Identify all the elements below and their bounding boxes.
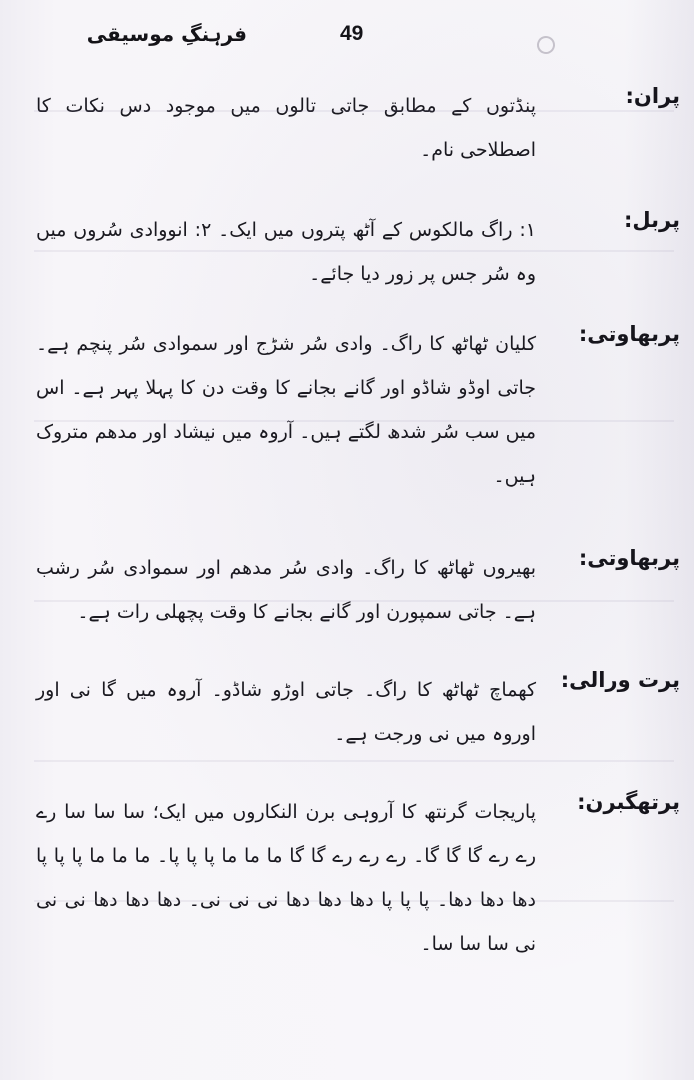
headword: پربل: <box>624 208 680 232</box>
bleed-through-line <box>34 110 674 112</box>
headword: پربھاوتی: <box>578 322 680 346</box>
headword: پرت ورالی: <box>560 668 680 692</box>
definition: کلیان ٹھاٹھ کا راگ۔ وادی سُر شڑج اور سموادی سُر پنچم ہے۔ جاتی اوڈو شاڈو اور گانے بجانے کا وقت دن کا پہلا پہر ہے۔ اس میں سب سُر شدھ لگتے ہیں۔ آروہ میں نیشاد اور مدھم متروک ہیں۔ <box>36 333 536 487</box>
page-number: 49 <box>340 22 364 45</box>
bleed-through-line <box>34 420 674 422</box>
definition: بھیروں ٹھاٹھ کا راگ۔ وادی سُر مدھم اور سموادی سُر رشب ہے۔ جاتی سمپورن اور گانے بجانے کا وقت پچھلی رات ہے۔ <box>36 557 536 623</box>
definition: پنڈتوں کے مطابق جاتی تالوں میں موجود دس نکات کا اصطلاحی نام۔ <box>36 95 536 161</box>
definition: ۱: راگ مالکوس کے آٹھ پتروں میں ایک۔ ۲: انووادی سُروں میں وہ سُر جس پر زور دیا جائے۔ <box>36 219 536 285</box>
definition: پاریجات گرنتھ کا آروہی برن النکاروں میں ایک؛ سا سا سا رے رے رے گا گا گا۔ رے رے رے گا گا ما ما ما پا پا پا۔ ما ما ما پا پا پا دھا دھا دھا۔ پا پا پا دھا دھا دھا نی نی نی۔ دھا دھا دھا نی نی نی سا سا سا۔ <box>36 801 536 955</box>
running-title: فرہنگِ موسیقی <box>86 22 247 46</box>
bleed-through-line <box>34 900 674 902</box>
bleed-through-line <box>34 250 674 252</box>
bleed-through-line <box>34 760 674 762</box>
definition: کھماچ ٹھاٹھ کا راگ۔ جاتی اوڑو شاڈو۔ آروہ میں گا نی اور اوروہ میں نی ورجت ہے۔ <box>36 679 536 745</box>
headword: پران: <box>625 84 680 108</box>
headword: پربھاوتی: <box>578 546 680 570</box>
bleed-through-line <box>34 600 674 602</box>
page-header <box>0 22 694 62</box>
headword: پرتھگبرن: <box>577 790 680 814</box>
